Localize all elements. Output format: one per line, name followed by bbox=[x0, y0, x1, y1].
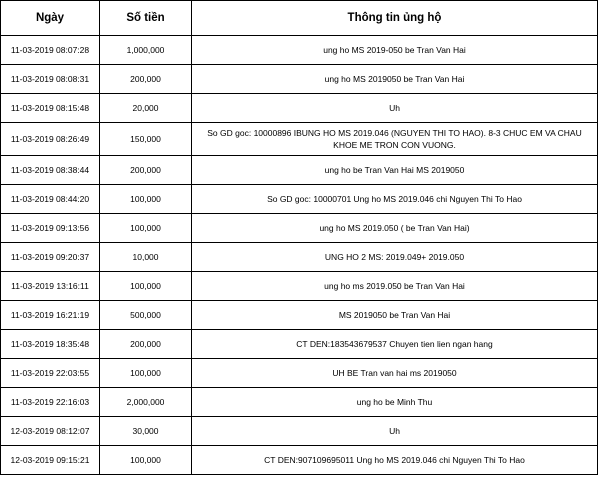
date-cell: 11-03-2019 08:15:48 bbox=[1, 94, 100, 123]
table-row bbox=[1, 156, 598, 185]
amount-cell: 200,000 bbox=[100, 65, 192, 94]
amount-cell: 150,000 bbox=[100, 123, 192, 156]
table-body bbox=[1, 36, 598, 475]
amount-cell: 500,000 bbox=[100, 301, 192, 330]
table-row bbox=[1, 214, 598, 243]
info-cell: ung ho be Minh Thu bbox=[192, 388, 598, 417]
info-cell: UH BE Tran van hai ms 2019050 bbox=[192, 359, 598, 388]
table-row bbox=[1, 272, 598, 301]
info-cell: Uh bbox=[192, 417, 598, 446]
info-column-header: Thông tin ủng hộ bbox=[192, 1, 598, 36]
date-cell: 11-03-2019 08:08:31 bbox=[1, 65, 100, 94]
info-cell: UNG HO 2 MS: 2019.049+ 2019.050 bbox=[192, 243, 598, 272]
table-row bbox=[1, 417, 598, 446]
table-row bbox=[1, 330, 598, 359]
date-cell: 11-03-2019 22:16:03 bbox=[1, 388, 100, 417]
info-cell: CT DEN:907109695011 Ung ho MS 2019.046 chi Nguyen Thi To Hao bbox=[192, 446, 598, 475]
amount-cell: 100,000 bbox=[100, 214, 192, 243]
amount-cell: 100,000 bbox=[100, 185, 192, 214]
info-cell: ung ho ms 2019.050 be Tran Van Hai bbox=[192, 272, 598, 301]
table-row bbox=[1, 36, 598, 65]
table-row bbox=[1, 123, 598, 156]
table-row bbox=[1, 388, 598, 417]
date-column-header: Ngày bbox=[1, 1, 100, 36]
table-row bbox=[1, 243, 598, 272]
table-row bbox=[1, 446, 598, 475]
info-cell: ung ho be Tran Van Hai MS 2019050 bbox=[192, 156, 598, 185]
table-row bbox=[1, 359, 598, 388]
date-cell: 11-03-2019 16:21:19 bbox=[1, 301, 100, 330]
header-row bbox=[1, 1, 598, 36]
amount-cell: 20,000 bbox=[100, 94, 192, 123]
date-cell: 11-03-2019 09:20:37 bbox=[1, 243, 100, 272]
amount-cell: 100,000 bbox=[100, 359, 192, 388]
amount-cell: 30,000 bbox=[100, 417, 192, 446]
amount-cell: 100,000 bbox=[100, 272, 192, 301]
amount-column-header: Số tiền bbox=[100, 1, 192, 36]
table-row bbox=[1, 94, 598, 123]
info-cell: CT DEN:183543679537 Chuyen tien lien ngan hang bbox=[192, 330, 598, 359]
info-cell: So GD goc: 10000701 Ung ho MS 2019.046 chi Nguyen Thi To Hao bbox=[192, 185, 598, 214]
amount-cell: 10,000 bbox=[100, 243, 192, 272]
date-cell: 11-03-2019 08:44:20 bbox=[1, 185, 100, 214]
info-cell: ung ho MS 2019050 be Tran Van Hai bbox=[192, 65, 598, 94]
table-row bbox=[1, 185, 598, 214]
amount-cell: 1,000,000 bbox=[100, 36, 192, 65]
amount-cell: 100,000 bbox=[100, 446, 192, 475]
table-row bbox=[1, 301, 598, 330]
table-row bbox=[1, 65, 598, 94]
date-cell: 12-03-2019 09:15:21 bbox=[1, 446, 100, 475]
date-cell: 11-03-2019 09:13:56 bbox=[1, 214, 100, 243]
amount-cell: 200,000 bbox=[100, 156, 192, 185]
info-cell: ung ho MS 2019-050 be Tran Van Hai bbox=[192, 36, 598, 65]
info-cell: So GD goc: 10000896 IBUNG HO MS 2019.046 (NGUYEN THI TO HAO). 8-3 CHUC EM VA CHAU KHOE ME TRON CON VUONG. bbox=[192, 123, 598, 156]
info-cell: MS 2019050 be Tran Van Hai bbox=[192, 301, 598, 330]
info-cell: ung ho MS 2019.050 ( be Tran Van Hai) bbox=[192, 214, 598, 243]
date-cell: 11-03-2019 08:07:28 bbox=[1, 36, 100, 65]
date-cell: 11-03-2019 18:35:48 bbox=[1, 330, 100, 359]
amount-cell: 2,000,000 bbox=[100, 388, 192, 417]
info-cell: Uh bbox=[192, 94, 598, 123]
date-cell: 11-03-2019 13:16:11 bbox=[1, 272, 100, 301]
amount-cell: 200,000 bbox=[100, 330, 192, 359]
date-cell: 11-03-2019 08:38:44 bbox=[1, 156, 100, 185]
date-cell: 11-03-2019 22:03:55 bbox=[1, 359, 100, 388]
date-cell: 11-03-2019 08:26:49 bbox=[1, 123, 100, 156]
date-cell: 12-03-2019 08:12:07 bbox=[1, 417, 100, 446]
